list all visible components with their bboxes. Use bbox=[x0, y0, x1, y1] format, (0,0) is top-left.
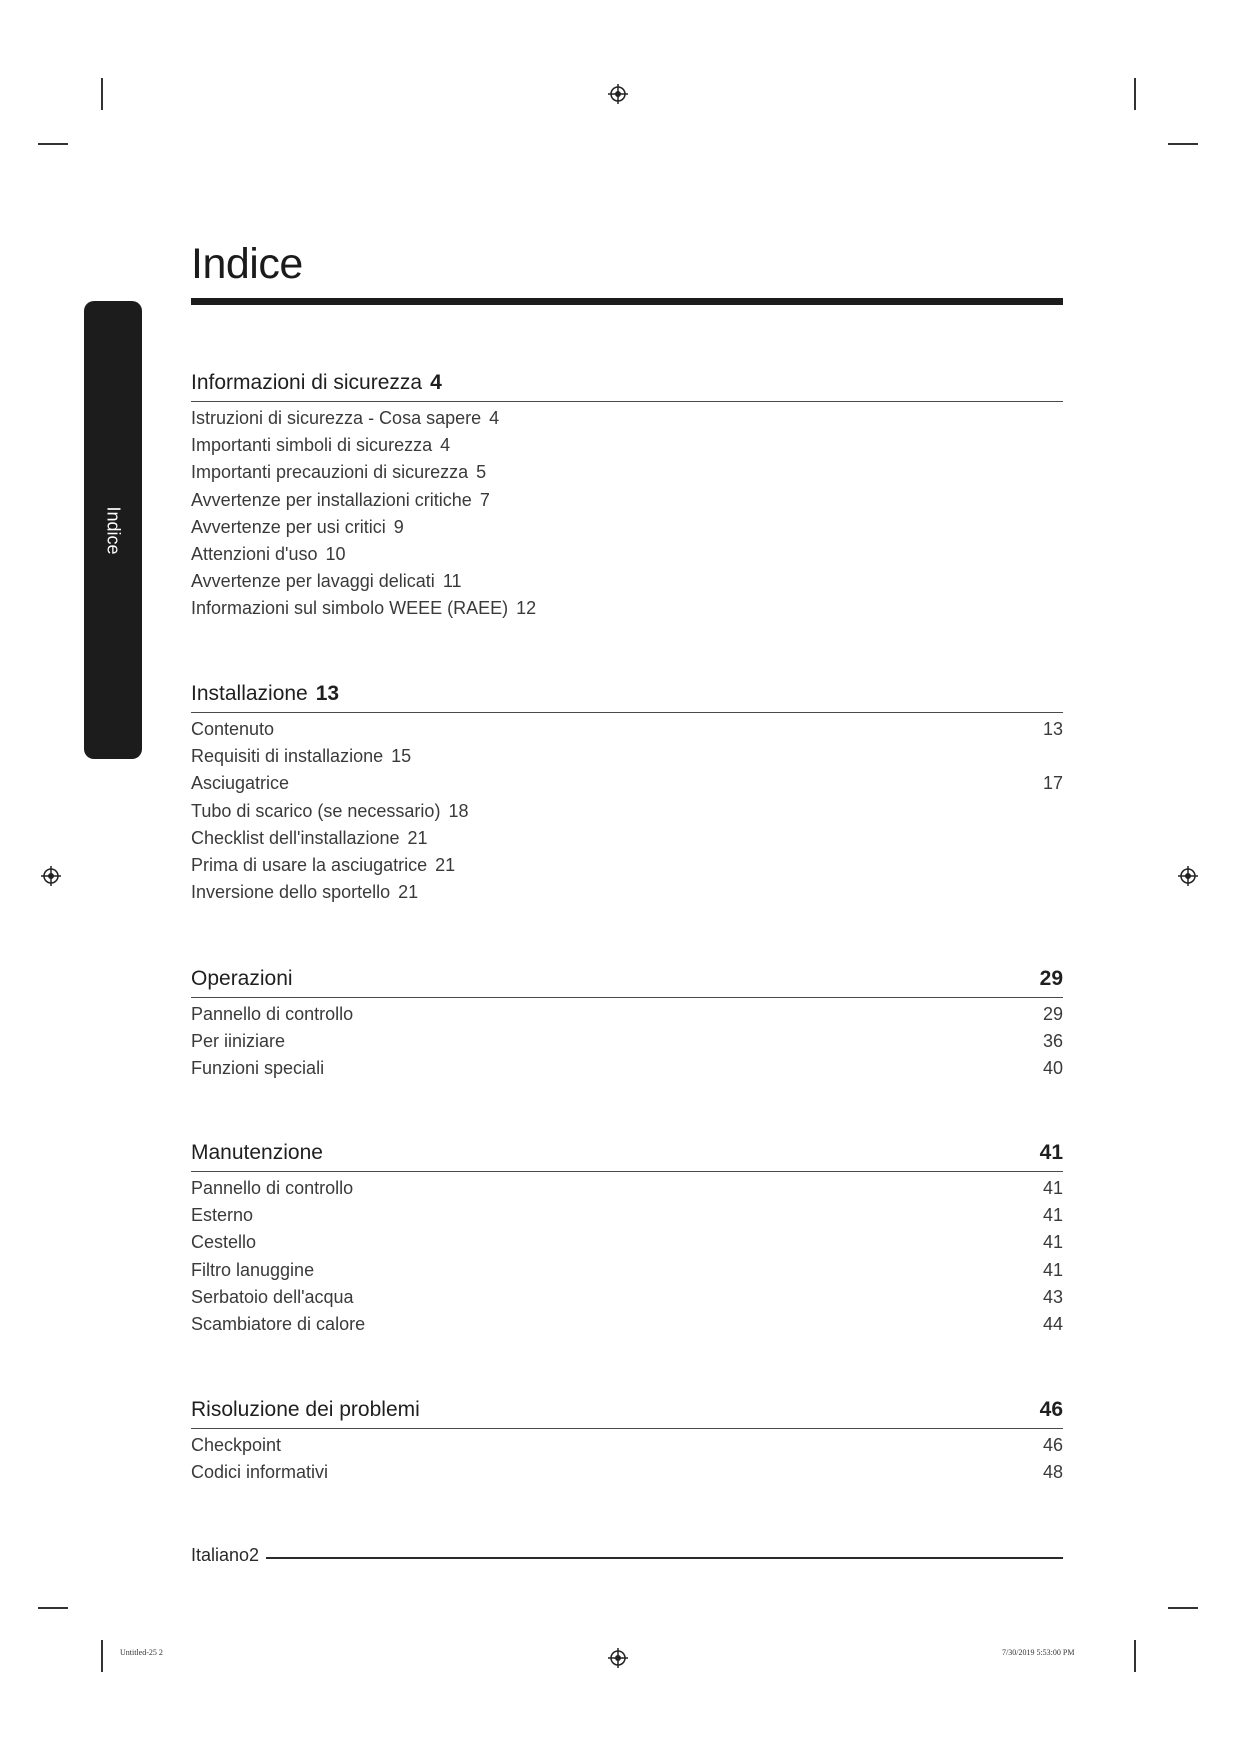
entry-label: Serbatoio dell'acqua bbox=[191, 1286, 354, 1307]
registration-mark-icon bbox=[608, 84, 628, 104]
entry-page-number: 46 bbox=[1042, 1435, 1063, 1455]
toc-entry[interactable] bbox=[191, 1459, 1063, 1486]
section-page-number: 13 bbox=[315, 682, 340, 705]
toc-entry[interactable] bbox=[191, 825, 1063, 852]
entry-page-number: 11 bbox=[442, 571, 462, 592]
entry-label: Avvertenze per usi critici bbox=[191, 516, 386, 537]
toc-entry[interactable] bbox=[191, 852, 1063, 879]
entry-label: Istruzioni di sicurezza - Cosa sapere bbox=[191, 408, 482, 428]
entry-page-number: 4 bbox=[440, 435, 451, 456]
toc-entry[interactable] bbox=[191, 595, 1063, 622]
section-page-number: 4 bbox=[430, 371, 442, 394]
footer-rule bbox=[266, 1557, 1063, 1559]
crop-mark bbox=[38, 1607, 68, 1609]
entry-page-number: 12 bbox=[516, 598, 537, 619]
crop-mark bbox=[38, 143, 68, 145]
entry-list bbox=[191, 1432, 1063, 1486]
entry-label: Importanti precauzioni di sicurezza bbox=[191, 462, 469, 483]
section-page-number: 41 bbox=[1039, 1141, 1063, 1164]
entry-label: Asciugatrice bbox=[191, 773, 290, 794]
registration-mark-icon bbox=[608, 1648, 628, 1668]
section-page-number: 29 bbox=[1039, 967, 1063, 990]
entry-label: Requisiti di installazione bbox=[191, 746, 384, 767]
entry-label: Esterno bbox=[191, 1205, 254, 1226]
section-title: Risoluzione dei problemi bbox=[191, 1398, 420, 1421]
entry-label: Pannello di controllo bbox=[191, 1178, 354, 1198]
entry-page-number: 9 bbox=[393, 516, 404, 537]
entry-page-number: 7 bbox=[479, 489, 490, 510]
toc-entry[interactable] bbox=[191, 716, 1063, 743]
section-heading[interactable] bbox=[191, 675, 1063, 713]
crop-mark bbox=[1134, 1640, 1136, 1672]
page-title: Indice bbox=[191, 240, 303, 288]
entry-page-number: 41 bbox=[1042, 1259, 1063, 1280]
toc-entry[interactable] bbox=[191, 459, 1063, 486]
entry-list bbox=[191, 405, 1063, 623]
entry-label: Informazioni sul simbolo WEEE (RAEE) bbox=[191, 598, 509, 619]
entry-page-number: 5 bbox=[476, 462, 487, 483]
crop-mark bbox=[1168, 1607, 1198, 1609]
toc-entry[interactable] bbox=[191, 1028, 1063, 1055]
entry-label: Filtro lanuggine bbox=[191, 1259, 315, 1280]
section-heading[interactable] bbox=[191, 960, 1063, 998]
entry-page-number: 29 bbox=[1042, 1004, 1063, 1024]
entry-page-number: 41 bbox=[1042, 1232, 1063, 1253]
entry-label: Checkpoint bbox=[191, 1435, 282, 1455]
print-slug-left: Untitled-25 2 bbox=[120, 1648, 163, 1657]
toc-entry[interactable] bbox=[191, 1001, 1063, 1028]
entry-label: Scambiatore di calore bbox=[191, 1313, 366, 1334]
entry-label: Inversione dello sportello bbox=[191, 882, 391, 903]
toc-entry[interactable] bbox=[191, 1257, 1063, 1284]
crop-mark bbox=[101, 1640, 103, 1672]
section-heading[interactable] bbox=[191, 364, 1063, 402]
toc-entry[interactable] bbox=[191, 1055, 1063, 1082]
entry-list bbox=[191, 1175, 1063, 1338]
entry-page-number: 4 bbox=[489, 408, 500, 428]
entry-page-number: 36 bbox=[1042, 1031, 1063, 1052]
toc-entry[interactable] bbox=[191, 1229, 1063, 1256]
entry-label: Attenzioni d'uso bbox=[191, 543, 318, 564]
toc-entry[interactable] bbox=[191, 770, 1063, 797]
title-rule bbox=[191, 298, 1063, 305]
entry-page-number: 40 bbox=[1042, 1058, 1063, 1079]
toc-entry[interactable] bbox=[191, 743, 1063, 770]
footer-language: Italiano bbox=[191, 1545, 250, 1565]
entry-label: Codici informativi bbox=[191, 1462, 329, 1483]
registration-mark-icon bbox=[41, 866, 61, 886]
toc-section bbox=[191, 1134, 1063, 1338]
entry-list bbox=[191, 1001, 1063, 1083]
entry-label: Importanti simboli di sicurezza bbox=[191, 435, 433, 456]
toc-entry[interactable] bbox=[191, 514, 1063, 541]
toc-entry[interactable] bbox=[191, 1311, 1063, 1338]
section-title: Manutenzione bbox=[191, 1141, 323, 1164]
toc-entry[interactable] bbox=[191, 568, 1063, 595]
crop-mark bbox=[1168, 143, 1198, 145]
toc-entry[interactable] bbox=[191, 1175, 1063, 1202]
toc-entry[interactable] bbox=[191, 879, 1063, 906]
toc-section bbox=[191, 1391, 1063, 1486]
entry-label: Tubo di scarico (se necessario) bbox=[191, 800, 441, 821]
section-heading[interactable] bbox=[191, 1134, 1063, 1172]
entry-page-number: 44 bbox=[1042, 1313, 1063, 1334]
section-page-number: 46 bbox=[1039, 1398, 1063, 1421]
entry-label: Avvertenze per installazioni critiche bbox=[191, 489, 472, 510]
toc-entry[interactable] bbox=[191, 1202, 1063, 1229]
toc-entry[interactable] bbox=[191, 487, 1063, 514]
toc-section bbox=[191, 675, 1063, 906]
side-tab-label: Indice bbox=[103, 505, 124, 555]
entry-page-number: 21 bbox=[435, 854, 456, 875]
entry-page-number: 41 bbox=[1042, 1205, 1063, 1226]
entry-label: Prima di usare la asciugatrice bbox=[191, 854, 428, 875]
toc-entry[interactable] bbox=[191, 1432, 1063, 1459]
entry-page-number: 41 bbox=[1042, 1178, 1063, 1198]
entry-page-number: 43 bbox=[1042, 1286, 1063, 1307]
entry-page-number: 10 bbox=[325, 543, 346, 564]
section-title: Installazione bbox=[191, 682, 308, 705]
registration-mark-icon bbox=[1178, 866, 1198, 886]
entry-list bbox=[191, 716, 1063, 906]
toc-entry[interactable] bbox=[191, 1284, 1063, 1311]
footer-page-number: 2 bbox=[249, 1545, 260, 1565]
toc-entry[interactable] bbox=[191, 541, 1063, 568]
entry-label: Contenuto bbox=[191, 719, 275, 739]
side-tab bbox=[84, 301, 142, 759]
entry-label: Funzioni speciali bbox=[191, 1058, 325, 1079]
crop-mark bbox=[1134, 78, 1136, 110]
entry-page-number: 17 bbox=[1042, 773, 1063, 794]
section-title: Informazioni di sicurezza bbox=[191, 371, 423, 394]
entry-page-number: 21 bbox=[407, 827, 428, 848]
entry-label: Per iiniziare bbox=[191, 1031, 286, 1052]
toc-entry[interactable] bbox=[191, 405, 1063, 432]
entry-label: Pannello di controllo bbox=[191, 1004, 354, 1024]
print-slug-right: 7/30/2019 5:53:00 PM bbox=[1002, 1648, 1075, 1657]
entry-page-number: 18 bbox=[448, 800, 469, 821]
entry-page-number: 13 bbox=[1042, 719, 1063, 739]
section-heading[interactable] bbox=[191, 1391, 1063, 1429]
entry-label: Checklist dell'installazione bbox=[191, 827, 400, 848]
entry-label: Avvertenze per lavaggi delicati bbox=[191, 571, 435, 592]
entry-page-number: 21 bbox=[398, 882, 419, 903]
section-title: Operazioni bbox=[191, 967, 293, 990]
toc-section bbox=[191, 364, 1063, 623]
footer-page-label bbox=[191, 1545, 259, 1566]
crop-mark bbox=[101, 78, 103, 110]
toc-section bbox=[191, 960, 1063, 1083]
toc-entry[interactable] bbox=[191, 432, 1063, 459]
toc-entry[interactable] bbox=[191, 798, 1063, 825]
entry-page-number: 48 bbox=[1042, 1462, 1063, 1483]
entry-page-number: 15 bbox=[391, 746, 412, 767]
entry-label: Cestello bbox=[191, 1232, 257, 1253]
